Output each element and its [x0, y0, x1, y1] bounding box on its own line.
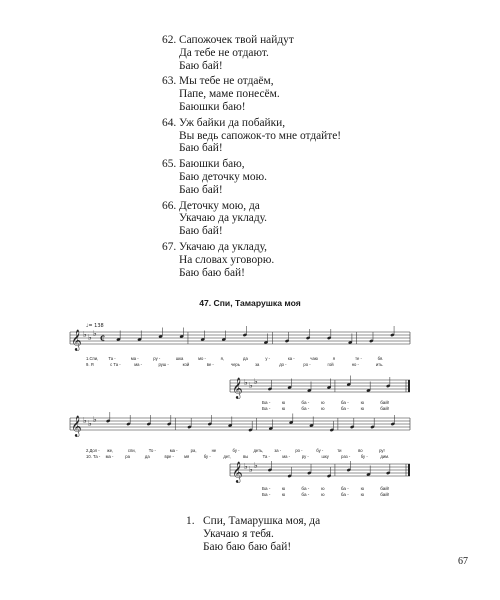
song-title: 47. Спи, Тамарушка моя	[199, 298, 301, 308]
treble-clef-icon: 𝄞	[232, 378, 243, 399]
lyric-syllable: да	[144, 454, 150, 459]
flat-icon: ♭	[93, 329, 97, 338]
verse-number: 67.	[162, 240, 177, 253]
lyric-syllable: ка -	[287, 356, 295, 361]
lyric-syllable: ве -	[206, 362, 214, 367]
lyric-syllable: ю	[360, 492, 365, 497]
lyric-syllable: То -	[148, 448, 156, 453]
lyric-syllable: бай!	[380, 492, 390, 497]
flat-icon: ♭	[249, 381, 253, 390]
lyric-syllable: ро -	[303, 362, 311, 367]
lyric-syllable: бай!	[380, 406, 390, 411]
lyric-syllable: дет,	[223, 454, 231, 459]
lyric-syllable: же,	[106, 448, 114, 453]
verse-63	[162, 75, 462, 113]
lyric-syllable: ба -	[301, 492, 310, 497]
lyric-syllable: ру!	[379, 448, 385, 453]
verse-number: 62.	[162, 34, 177, 46]
verse-line: Баю бай!	[179, 142, 223, 155]
lyric-syllable: кой	[182, 362, 190, 367]
lyric-syllable: во	[358, 448, 363, 453]
verse-line: Баю бай!	[179, 225, 223, 238]
lyric-syllable: ю	[360, 406, 365, 411]
flat-icon: ♭	[93, 415, 97, 424]
lyric-syllable: ру -	[153, 356, 161, 361]
lyric-syllable: но -	[351, 362, 359, 367]
verse-number: 1.	[186, 515, 195, 527]
time-signature-icon: ¢	[100, 333, 105, 345]
lyric-syllable: ма -	[105, 454, 114, 459]
lyric-syllable: деть,	[253, 448, 264, 453]
verse-line: Мы тебе не отдаём,	[179, 75, 274, 88]
lyric-syllable: 10. Та -	[86, 454, 101, 459]
lyric-syllable: руш -	[158, 362, 169, 367]
lyric-syllable: бай!	[380, 400, 390, 405]
verse-line: Спи, Тамарушка моя, да	[203, 515, 321, 527]
flat-icon: ♭	[244, 378, 248, 387]
lyric-syllable: вре -	[164, 454, 174, 459]
flat-icon: ♭	[244, 462, 248, 471]
lyric-syllable: вы	[243, 454, 249, 459]
lyric-syllable: дим.	[380, 454, 390, 459]
verse-line: Баю бай!	[179, 183, 223, 196]
lyric-syllable: мя	[184, 454, 190, 459]
system-4-staff	[230, 461, 410, 483]
verse-line: Укачаю да укладу.	[179, 212, 268, 225]
lyric-syllable: ю	[321, 492, 325, 497]
lyric-syllable: я	[332, 356, 335, 361]
lyric-syllable: Ба -	[262, 400, 271, 405]
lyric-syllable: ю	[321, 486, 325, 491]
flat-icon: ♭	[249, 465, 253, 474]
lyric-syllable: до -	[279, 362, 287, 367]
lyric-syllable: ба -	[301, 400, 310, 405]
tempo-marking: ♩= 138	[86, 323, 104, 329]
lyric-syllable: шка	[175, 356, 184, 361]
verse-line: Баю баю баю бай!	[203, 540, 292, 553]
lyric-syllable: бай!	[380, 486, 390, 491]
lyric-syllable: не	[211, 448, 217, 453]
verse-66	[162, 200, 462, 238]
verse-line: Укачаю да укладу,	[179, 240, 268, 253]
lyric-syllable: за -	[274, 448, 282, 453]
flat-icon: ♭	[88, 333, 92, 342]
lyric-syllable: ба -	[340, 486, 349, 491]
lyric-syllable: гой	[327, 362, 334, 367]
verse-line: На словах уговорю.	[179, 253, 275, 266]
lyric-syllable: ти	[337, 448, 342, 453]
lyric-syllable: ю	[281, 486, 286, 491]
verse-67	[162, 241, 462, 279]
verse-number: 66.	[162, 199, 177, 212]
lyric-syllable: бу -	[360, 454, 368, 459]
lyric-syllable: 9. Я	[86, 362, 94, 367]
verse-number: 63.	[162, 75, 177, 88]
verse-number: 64.	[162, 116, 177, 129]
notes-system-3	[106, 412, 395, 432]
lyric-syllable: ма -	[169, 448, 178, 453]
system-2-staff	[230, 376, 410, 400]
lyric-syllable: Ба -	[262, 406, 271, 411]
flat-icon: ♭	[254, 377, 258, 386]
lyric-syllable: черь	[230, 362, 240, 367]
verse-65	[162, 158, 462, 196]
verse-line: Баю деточку мою.	[179, 170, 267, 183]
lyric-syllable: спи,	[127, 448, 136, 453]
lyric-syllable: ю	[321, 400, 325, 405]
verse-line: Укачаю я тебя.	[203, 527, 274, 540]
verse-62	[162, 34, 462, 72]
verse-line: Баюшки баю,	[179, 158, 245, 171]
lyric-syllable: мо -	[198, 356, 206, 361]
lyric-syllable: да	[243, 356, 248, 361]
flat-icon: ♭	[254, 461, 258, 470]
lyric-syllable: Та -	[108, 356, 116, 361]
verse-line: Деточку мою, да	[179, 199, 260, 212]
lyric-syllable: ма -	[130, 356, 139, 361]
lyric-syllable: ю	[281, 400, 286, 405]
lyric-syllable: ба -	[340, 406, 349, 411]
lyric-syllable: за	[255, 362, 260, 367]
verse-line: Сапожочек твой найдут	[179, 34, 294, 46]
lyric-syllable: ю	[281, 406, 286, 411]
lyric-syllable: с Та -	[110, 362, 121, 367]
verse-line: Папе, маме понесём.	[179, 88, 280, 101]
first-verse-block	[186, 515, 446, 556]
lyric-syllable: ю	[360, 400, 365, 405]
lyric-syllable: я,	[220, 356, 225, 361]
lyric-syllable: ба -	[301, 486, 310, 491]
lyric-syllable: Та -	[262, 454, 270, 459]
verse-line: Уж байки да побайки,	[179, 116, 286, 129]
verse-line: Баюшки баю!	[179, 100, 246, 113]
treble-clef-icon: 𝄞	[232, 462, 243, 483]
lyric-syllable: Ба -	[262, 486, 271, 491]
lyric-syllable: бу -	[316, 448, 324, 453]
system-1-staff	[70, 323, 410, 351]
lyric-syllable: ить.	[375, 362, 384, 367]
lyric-syllable: Ба -	[262, 492, 271, 497]
lyric-syllable: ра,	[190, 448, 197, 453]
lyric-syllable: ма -	[134, 362, 143, 367]
verse-line: Вы ведь сапожок-то мне отдайте!	[179, 129, 342, 142]
verse-line: Да тебе не отдают.	[179, 46, 269, 59]
treble-clef-icon: 𝄞	[71, 416, 82, 437]
lyric-syllable: бу -	[232, 448, 240, 453]
lyric-syllable: 1.Спи,	[86, 356, 99, 361]
notes-system-2	[268, 376, 391, 393]
notes-system-4	[268, 461, 391, 478]
treble-clef-icon: 𝄞	[71, 330, 82, 351]
lyric-syllable: бя.	[377, 356, 384, 361]
lyric-syllable: чаю	[310, 356, 318, 361]
lyric-syllable: ма -	[282, 454, 291, 459]
flat-icon: ♭	[83, 416, 87, 425]
lyric-syllable: ба -	[340, 492, 349, 497]
lyric-syllable: те -	[355, 356, 362, 361]
lyric-syllable: ра	[125, 454, 130, 459]
music-score	[0, 300, 500, 512]
lyric-syllable: ю	[360, 486, 365, 491]
page-number: 67	[458, 556, 468, 567]
verse-64	[162, 117, 462, 155]
lyric-syllable: ру -	[301, 454, 309, 459]
lyric-syllable: ба -	[340, 400, 349, 405]
verse-line: Баю баю бай!	[179, 266, 245, 279]
lyric-syllable: раз -	[341, 454, 351, 459]
verse-number: 65.	[162, 158, 177, 171]
lyric-syllable: шку	[321, 454, 329, 459]
lyric-syllable: 2.Дол -	[86, 448, 100, 453]
flat-icon: ♭	[83, 330, 87, 339]
lyric-syllable: ю	[281, 492, 286, 497]
lyric-syllable: бу -	[203, 454, 211, 459]
lyric-syllable: ро -	[295, 448, 303, 453]
verse-line: Баю бай!	[179, 59, 223, 72]
lyric-syllable: ю	[321, 406, 325, 411]
lyric-syllable: ба -	[301, 406, 310, 411]
flat-icon: ♭	[88, 419, 92, 428]
verses-block	[162, 34, 462, 282]
lyric-syllable: у -	[265, 356, 271, 361]
system-3-staff	[70, 412, 410, 437]
